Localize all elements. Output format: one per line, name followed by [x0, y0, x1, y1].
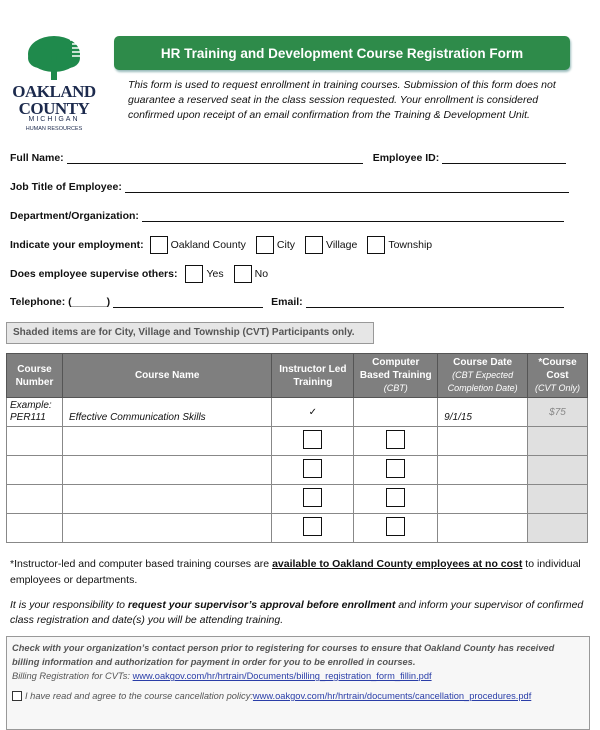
telephone-field[interactable]: [113, 297, 263, 308]
course-number-cell[interactable]: [7, 514, 63, 543]
table-row: [7, 456, 588, 485]
no-cost-emphasis: available to Oakland County employees at no cost: [272, 558, 523, 570]
billing-label: Billing Registration for CVTs:: [12, 671, 133, 681]
billing-check-text: Check with your organization’s contact person prior to registering for courses to ensure that Oakland County has received billing information and authorization for payment in order for you to be enrolled in courses.: [12, 643, 555, 667]
table-header-row: [7, 354, 588, 398]
instructor-led-checkbox[interactable]: [303, 488, 322, 507]
course-table: [6, 353, 588, 543]
intro-text: This form is used to request enrollment in training courses. Submission of this form does not guarantee a reserved seat in the class session requested. Your enrollment is considered confirmed upon receipt of an email confirmation from the Training & Development Unit.: [128, 79, 556, 121]
course-date-cell[interactable]: [438, 427, 528, 456]
header-course-date: Course Date (CBT Expected Completion Date): [438, 354, 528, 398]
checkbox[interactable]: [256, 236, 274, 254]
no-cost-note: *Instructor-led and computer based training courses are available to Oakland County employees at no cost to individual employees or departments.: [10, 558, 581, 586]
course-name-cell[interactable]: [62, 514, 271, 543]
course-name-cell[interactable]: [62, 485, 271, 514]
logo-text-michigan: MICHIGAN: [28, 116, 80, 123]
employment-option-oakland[interactable]: Oakland County: [150, 236, 246, 254]
table-row: [7, 427, 588, 456]
cancellation-agreement-row: [12, 689, 584, 703]
department-label: Department/Organization:: [10, 210, 139, 222]
cbt-checkbox[interactable]: [386, 488, 405, 507]
course-name-cell[interactable]: [62, 427, 271, 456]
cvt-note: Shaded items are for City, Village and Township (CVT) Participants only.: [6, 322, 374, 344]
table-row-example: [7, 398, 588, 427]
cbt-checkbox[interactable]: [386, 459, 405, 478]
instructor-led-checkbox[interactable]: [303, 517, 322, 536]
supervise-option-no[interactable]: No: [234, 265, 268, 283]
checkbox[interactable]: [234, 265, 252, 283]
supervise-label: Does employee supervise others:: [10, 268, 178, 280]
supervisor-approval-note: It is your responsibility to request your supervisor’s approval before enrollment and inform your supervisor of confirmed class registration and date(s) you will be attending training.: [10, 599, 584, 626]
header-cbt: Computer Based Training (CBT): [354, 354, 438, 398]
course-name-cell[interactable]: [62, 456, 271, 485]
example-course-date: 9/1/15: [438, 398, 528, 427]
checkbox[interactable]: [185, 265, 203, 283]
billing-registration-link[interactable]: www.oakgov.com/hr/hrtrain/Documents/billing_registration_form_fillin.pdf: [132, 671, 432, 681]
tree-icon: [22, 34, 86, 84]
logo-text-county: COUNTY: [18, 99, 90, 118]
checkbox[interactable]: [305, 236, 323, 254]
email-label: Email:: [271, 296, 303, 308]
header-course-cost: *Course Cost (CVT Only): [528, 354, 588, 398]
telephone-row: [10, 296, 564, 308]
employment-row: [10, 236, 442, 254]
agree-label: I have read and agree to the course cancellation policy:: [25, 691, 253, 701]
employment-option-township[interactable]: Township: [367, 236, 432, 254]
cbt-checkbox[interactable]: [386, 430, 405, 449]
header-instructor-led: Instructor Led Training: [272, 354, 354, 398]
department-row: [10, 210, 564, 222]
checkbox[interactable]: [367, 236, 385, 254]
checkbox[interactable]: [150, 236, 168, 254]
employee-id-field[interactable]: [442, 153, 566, 164]
cbt-checkbox[interactable]: [386, 517, 405, 536]
employee-id-label: Employee ID:: [372, 152, 440, 164]
course-cost-cell[interactable]: [528, 456, 588, 485]
full-name-field[interactable]: [67, 153, 363, 164]
course-cost-cell[interactable]: [528, 427, 588, 456]
agree-checkbox[interactable]: [12, 691, 22, 701]
table-row: [7, 485, 588, 514]
header-course-number: Course Number: [7, 354, 63, 398]
job-title-label: Job Title of Employee:: [10, 181, 122, 193]
course-date-cell[interactable]: [438, 514, 528, 543]
course-cost-cell[interactable]: [528, 485, 588, 514]
form-title: HR Training and Development Course Registration Form: [114, 36, 570, 70]
course-number-cell[interactable]: [7, 485, 63, 514]
employment-option-city[interactable]: City: [256, 236, 295, 254]
instructor-led-checkbox[interactable]: [303, 430, 322, 449]
example-course-cost: $75: [528, 398, 588, 427]
full-name-row: [10, 152, 566, 164]
course-date-cell[interactable]: [438, 485, 528, 514]
example-course-number: Example: PER111: [7, 398, 63, 427]
table-row: [7, 514, 588, 543]
supervise-row: [10, 265, 278, 283]
oakland-county-logo: [8, 30, 100, 140]
course-date-cell[interactable]: [438, 456, 528, 485]
example-course-name: Effective Communication Skills: [62, 398, 271, 427]
supervise-option-yes[interactable]: Yes: [185, 265, 223, 283]
logo-text-hr: HUMAN RESOURCES: [25, 126, 83, 132]
full-name-label: Full Name:: [10, 152, 64, 164]
header-course-name: Course Name: [62, 354, 271, 398]
logo-text-oakland: OAKLAND: [12, 82, 96, 101]
cancellation-policy-link[interactable]: www.oakgov.com/hr/hrtrain/documents/cancellation_procedures.pdf: [252, 691, 532, 701]
employment-label: Indicate your employment:: [10, 239, 144, 251]
employment-option-village[interactable]: Village: [305, 236, 357, 254]
example-instructor-mark: ✓: [272, 398, 354, 427]
course-number-cell[interactable]: [7, 456, 63, 485]
job-title-field[interactable]: [125, 182, 569, 193]
email-field[interactable]: [306, 297, 564, 308]
job-title-row: [10, 181, 569, 193]
course-cost-cell[interactable]: [528, 514, 588, 543]
billing-info-box: [6, 636, 590, 730]
course-number-cell[interactable]: [7, 427, 63, 456]
example-cbt-cell: [354, 398, 438, 427]
department-field[interactable]: [142, 211, 564, 222]
telephone-label: Telephone: (______): [10, 296, 111, 308]
instructor-led-checkbox[interactable]: [303, 459, 322, 478]
approval-emphasis: request your supervisor’s approval before enrollment: [127, 599, 396, 611]
